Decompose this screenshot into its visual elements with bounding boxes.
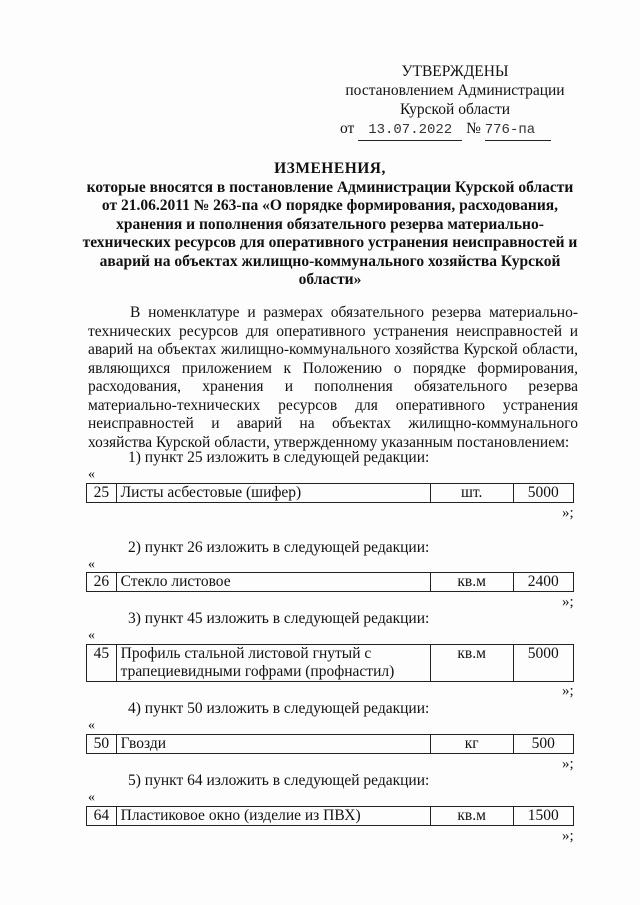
open-quote-3: « [88, 628, 95, 643]
row-qty: 1500 [513, 807, 573, 826]
row-unit: кг [430, 735, 513, 754]
approval-line-2: постановлением Администрации [345, 82, 565, 99]
row-num: 25 [87, 484, 117, 503]
close-quote-5: »; [562, 828, 574, 844]
open-quote-2: « [88, 557, 95, 572]
item-instruction-1: 1) пункт 25 изложить в следующей редакции: [128, 449, 430, 466]
open-quote-1: « [88, 467, 95, 482]
title-heading: ИЗМЕНЕНИЯ, [274, 160, 386, 177]
item-instruction-4: 4) пункт 50 изложить в следующей редакции: [128, 700, 430, 717]
row-unit: кв.м [430, 645, 513, 682]
item-instruction-5: 5) пункт 64 изложить в следующей редакции: [128, 772, 430, 789]
close-quote-1: »; [562, 505, 574, 521]
table-row-2 [86, 572, 574, 592]
row-num: 45 [87, 645, 117, 682]
close-quote-3: »; [562, 683, 574, 699]
open-quote-4: « [88, 718, 95, 733]
row-unit: шт. [430, 484, 513, 503]
row-name: Листы асбестовые (шифер) [116, 484, 430, 503]
row-num: 26 [87, 573, 117, 592]
intro-paragraph-block [88, 304, 578, 452]
table-row-1 [86, 483, 574, 503]
row-qty: 500 [513, 735, 573, 754]
date-prefix: от [340, 120, 355, 137]
row-name: Пластиковое окно (изделие из ПВХ) [116, 807, 430, 826]
approval-date-line [340, 119, 570, 141]
open-quote-5: « [88, 790, 95, 805]
row-name: Профиль стальной листовой гнутый с трапециевидными гофрами (профнастил) [116, 645, 430, 682]
item-instruction-3: 3) пункт 45 изложить в следующей редакции: [128, 610, 430, 627]
row-unit: кв.м [430, 573, 513, 592]
approval-stamp [340, 62, 570, 141]
row-num: 50 [87, 735, 117, 754]
row-unit: кв.м [430, 807, 513, 826]
approval-date: 13.07.2022 [358, 121, 462, 141]
close-quote-4: »; [562, 756, 574, 772]
title-subtitle: которые вносятся в постановление Администрации Курской области от 21.06.2011 № 263-па «О порядке формирования, расходования, хранения и пополнения обязательного резерва материально-технических ресурсов для оперативного устранения неисправностей и аварий на объектах жилищно-коммунального хозяйства Курской области» [82, 178, 578, 288]
row-name: Стекло листовое [116, 573, 430, 592]
close-quote-2: »; [562, 594, 574, 610]
number-prefix: № [466, 120, 481, 137]
approval-number: 776-па [485, 121, 551, 141]
document-title [80, 160, 580, 290]
table-row-5 [86, 806, 574, 826]
item-instruction-2: 2) пункт 26 изложить в следующей редакции: [128, 539, 430, 556]
row-qty: 5000 [513, 645, 573, 682]
intro-paragraph: В номенклатуре и размерах обязательного резерва материально-технических ресурсов для оперативного устранения неисправностей и аварий на объектах жилищно-коммунального хозяйства Курской области, являющихся приложением к Положению о порядке формирования, расходования, хранения и пополнения обязательного резерва материально-технических ресурсов для оперативного устранения неисправностей и аварий на объектах жилищно-коммунального хозяйства Курской области, утвержденному указанным постановлением: [88, 304, 578, 451]
row-name: Гвозди [116, 735, 430, 754]
approval-line-3: Курской области [399, 101, 511, 118]
row-qty: 5000 [513, 484, 573, 503]
table-row-4 [86, 734, 574, 754]
row-num: 64 [87, 807, 117, 826]
table-row-3 [86, 644, 574, 682]
row-qty: 2400 [513, 573, 573, 592]
approval-line-1: УТВЕРЖДЕНЫ [401, 63, 509, 80]
